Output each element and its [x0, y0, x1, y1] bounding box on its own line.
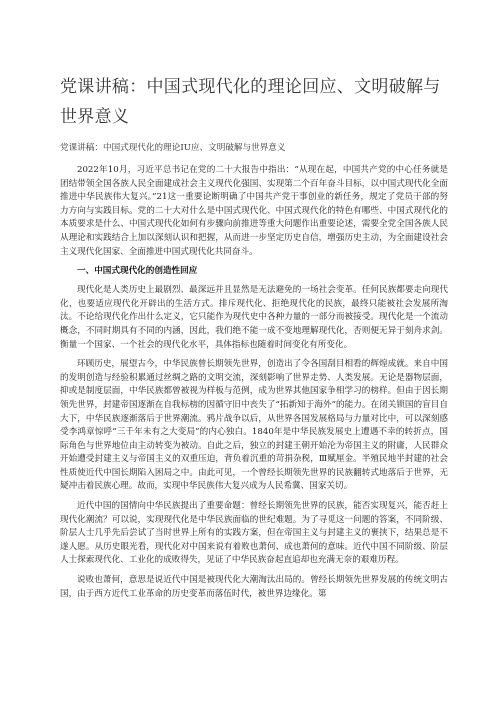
document-title: 党课讲稿：中国式现代化的理论回应、文明破解与世界意义 — [60, 77, 441, 127]
section-heading: 一、中国式现代化的创造性回应 — [77, 266, 198, 277]
paragraph-history: 环顾历史，展望古今，中华民族曾长期领先世界，创造出了令各国刮目相看的辉煌成就。来自中国的发明创造与经验积累通过丝绸之路的文明交流，深刻影响了世界走势、人类发展。无论是器物层面，抑或是制度层面，中华民族都曾被视为样板与范例，成为世界其他国家争相学习的榜样。但由于因长期领先世界，封建帝国逐渐在自我标榜的因循守旧中丧失了“拓新知于海外”的能力。在闭关锁国的盲目自大下，中华民族逐渐落后于世界潮流。鸦片战争以后，从世界各国发展格局与力量对比中，可以深刻感受李鸿章惊呼“三千年未有之大变局”的内心独白。1840年是中华民族发展史上遭遇不幸的转折点，国际角色与世界地位由主动转变为被动。自此之后，独立的封建王朝开始沦为帝国主义的附庸，人民群众开始遭受封建主义与帝国主义的双重压迫，背负着沉重的苛捐杂税，Ⅲ赋厘金。半殖民地半封建的社会性质使近代中国长期陷入困局之中。由此可见，一个曾经长期领先世界的民族翻转式地落后于世界，无疑冲击着民族心理。故而，实现中华民族伟大复兴成为人民希冀、国家关切。 — [60, 359, 448, 492]
paragraph-failure: 说败也萧何，意思是说近代中国是被现代化大潮淘汰出局的。曾经长期领先世界发展的传统文明古国，由于西方近代工业革命的历史变革而落伍时代，被世界边缘化。第 — [60, 575, 448, 599]
document-subtitle: 党课讲稿：中国式现代化的理论IU应、文明破解与世界意义 — [60, 143, 286, 153]
paragraph-proposition: 近代中国的国情向中华民族提出了重要命题：曾经长期领先世界的民族，能否实现复兴，能否赶上现代化潮流？可以说，实现现代化是中华民族面临的世纪难题。为了寻觅这一问题的答案，不同阶级、阶层人士几乎先后尝试了当时世界上所有的实践方案，但在帝国主义与封建主义的裹挟下，结果总是不遂人愿。从历史眼光看，现代化对中国来说有着败也萧何、成也萧何的意味。近代中国不同阶级、阶层人士探索现代化、工业化的成败得失，见证了中华民族奋起直追却也充满无奈的艰难历程。 — [60, 501, 448, 566]
paragraph-intro: 2022年10月，习近平总书记在党的二十大报告中指出：“从现在起，中国共产党的中心任务就是团结带领全国各族人民全面建成社会主义现代化强国、实现第二个百年奋斗目标，以中国式现代化全面推进中华民族伟大复兴。”21这一重要论断明确了中国共产党干事创业的新任务，规定了党员干部的努力方向与实践目标。党的二十大对什么是中国式现代化、中国式现代化的特色有哪些、中国式现代化的本质要求是什么、中国式现代化如何有步骤向前推进等重大问题作出重要论述，需要全党全国各族人民从理论和实践结合上加以深刻认识和把握，从而进一步坚定历史自信，增强历史主动，为全面建设社会主义现代化国家、全面推进中国式现代化共同奋斗。 — [60, 165, 448, 257]
paragraph-modernization: 现代化是人类历史上最剧烈、最深远并且显然是无法避免的一场社会变革。任何民族都要走向现代化，也要适应现代化开辟出的生活方式。排斥现代化、拒绝现代化的民族，最终只能被社会发展所淘汰。不论给现代化作出什么定义，它只能作为现代史中各种力量的一部分而被接受。现代化是一个流动概念，不同时期具有不同的内涵，因此，我们绝不能一成不变地理解现代化，否则便无异于刻舟求剑。衡量一个国家、一个社会的现代化水平，具体指标也随着时间变化有所变化。 — [60, 285, 448, 350]
